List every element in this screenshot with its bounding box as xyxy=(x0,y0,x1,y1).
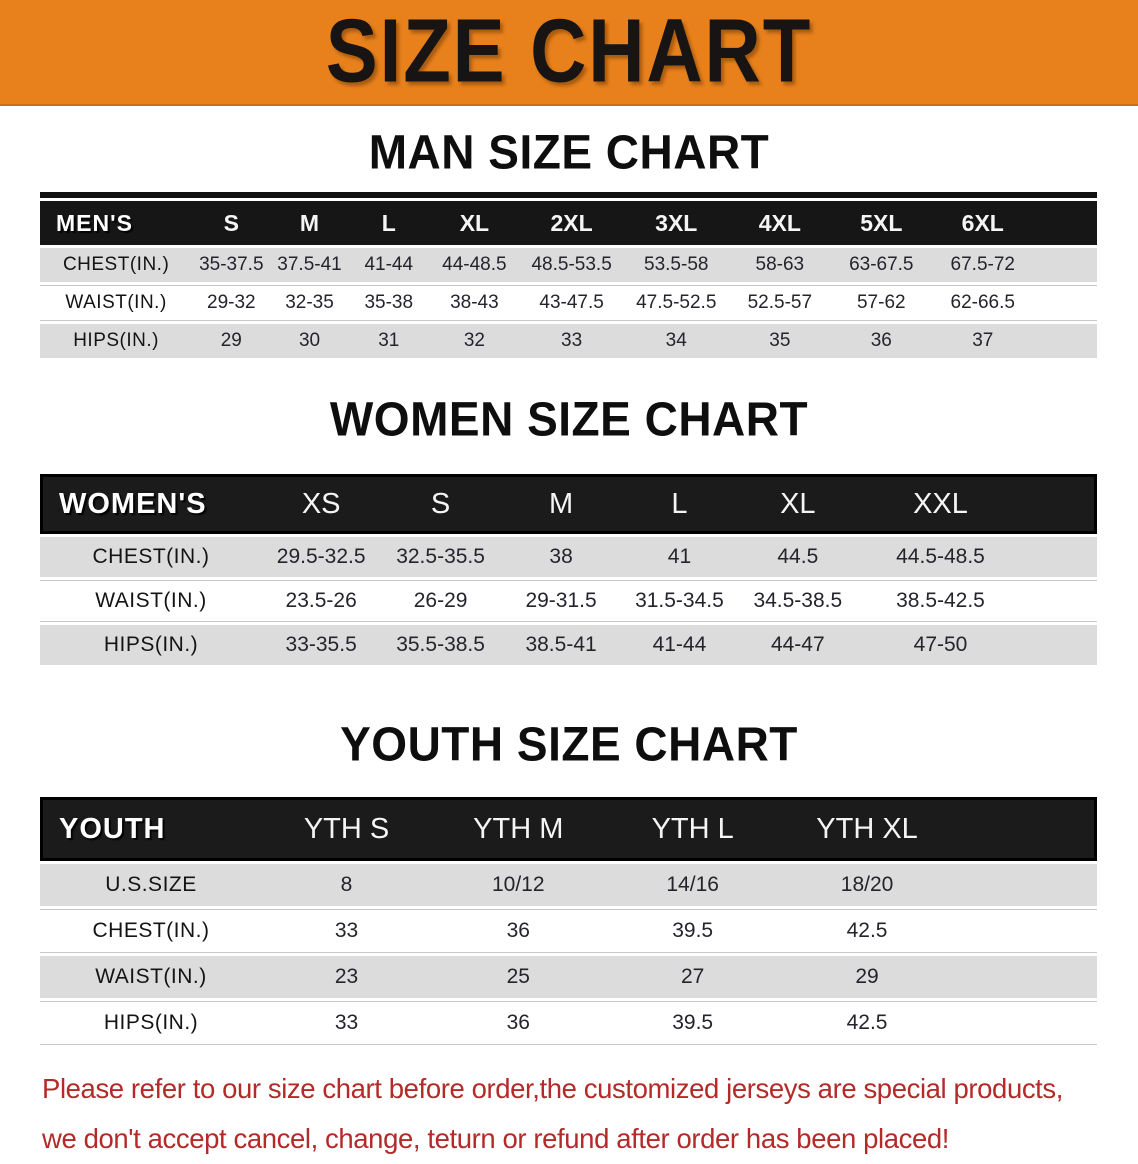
size-value-cell: 43-47.5 xyxy=(520,285,624,321)
row-label: WAIST(IN.) xyxy=(40,580,262,622)
size-value-cell: 10/12 xyxy=(491,873,545,896)
row-label: HIPS(IN.) xyxy=(73,330,159,351)
size-value-cell: 29.5-32.5 xyxy=(276,545,366,568)
size-value-cell: 41-44 xyxy=(364,254,414,275)
measurement-row xyxy=(40,956,1097,998)
size-column-header: YTH M xyxy=(431,797,605,861)
size-value-cell: 39.5 xyxy=(605,909,779,953)
size-value-cell: 35-37.5 xyxy=(199,254,264,275)
size-value-cell: 31.5-34.5 xyxy=(621,580,737,622)
size-value-cell: 63-67.5 xyxy=(849,254,914,275)
size-column-header: 6XL xyxy=(932,201,1033,245)
size-value-cell: 47.5-52.5 xyxy=(623,285,729,321)
row-spacer-cell xyxy=(1034,285,1098,321)
size-value-cell: 14/16 xyxy=(666,873,719,896)
size-column-header: M xyxy=(501,474,621,534)
row-spacer-cell xyxy=(954,956,1097,998)
measurement-row xyxy=(40,625,1097,665)
size-value-cell: 34 xyxy=(665,330,687,351)
size-header-row xyxy=(40,474,1097,534)
measurement-row xyxy=(40,580,1097,622)
row-label: CHEST(IN.) xyxy=(62,254,170,275)
row-spacer-cell xyxy=(1023,580,1097,622)
size-value-cell: 44.5-48.5 xyxy=(896,545,985,568)
size-value-cell: 62-66.5 xyxy=(932,285,1033,321)
men-size-section xyxy=(0,126,1138,361)
row-label: CHEST(IN.) xyxy=(40,909,262,953)
size-value-cell: 42.5 xyxy=(780,909,954,953)
size-value-cell: 29 xyxy=(855,965,879,988)
size-value-cell: 53.5-58 xyxy=(644,254,709,275)
size-value-cell: 37 xyxy=(972,330,994,351)
row-spacer-cell xyxy=(1023,537,1097,577)
header-spacer-cell xyxy=(1023,474,1097,534)
order-policy-note xyxy=(42,1064,1138,1164)
size-value-cell: 29-32 xyxy=(192,285,270,321)
size-value-cell: 57-62 xyxy=(831,285,932,321)
row-label: HIPS(IN.) xyxy=(103,633,199,656)
size-value-cell: 27 xyxy=(680,965,705,988)
row-spacer-cell xyxy=(954,864,1097,906)
table-title-cell: WOMEN'S xyxy=(40,474,262,534)
youth-section-heading: YOUTH SIZE CHART xyxy=(340,716,798,772)
size-value-cell: 34.5-38.5 xyxy=(738,580,858,622)
size-value-cell: 32 xyxy=(463,330,485,351)
size-value-cell: 48.5-53.5 xyxy=(531,254,612,275)
order-policy-line-2: we don't accept cancel, change, teturn or refund after order has been placed! xyxy=(42,1123,949,1154)
row-label: WAIST(IN.) xyxy=(95,965,207,988)
size-column-header: 4XL xyxy=(729,201,830,245)
size-value-cell: 36 xyxy=(431,909,605,953)
size-value-cell: 33 xyxy=(262,1001,431,1045)
men-section-heading: MAN SIZE CHART xyxy=(368,124,770,180)
row-label: WAIST(IN.) xyxy=(40,285,192,321)
size-column-header: L xyxy=(349,201,429,245)
size-value-cell: 38-43 xyxy=(429,285,520,321)
size-value-cell: 47-50 xyxy=(913,633,968,656)
size-column-header: S xyxy=(380,474,500,534)
measurement-row xyxy=(40,1001,1097,1045)
page-title: SIZE CHART xyxy=(325,1,813,102)
size-value-cell: 23 xyxy=(334,965,359,988)
size-value-cell: 35.5-38.5 xyxy=(396,633,485,656)
size-value-cell: 44-47 xyxy=(770,633,825,656)
measurement-row xyxy=(40,248,1097,282)
size-value-cell: 58-63 xyxy=(755,254,805,275)
size-value-cell: 33-35.5 xyxy=(285,633,357,656)
table-title-cell: MEN'S xyxy=(40,201,192,245)
size-column-header: YTH S xyxy=(262,797,431,861)
size-value-cell: 44-48.5 xyxy=(442,254,507,275)
size-value-cell: 35 xyxy=(769,330,791,351)
measurement-row xyxy=(40,537,1097,577)
size-column-header: XS xyxy=(262,474,380,534)
row-label: HIPS(IN.) xyxy=(40,1001,262,1045)
header-spacer-cell xyxy=(1034,201,1098,245)
size-column-header: YTH L xyxy=(605,797,779,861)
table-title-cell: YOUTH xyxy=(40,797,262,861)
size-value-cell: 18/20 xyxy=(840,873,894,896)
size-value-cell: 36 xyxy=(870,330,892,351)
row-spacer-cell xyxy=(1023,625,1097,665)
size-value-cell: 33 xyxy=(561,330,583,351)
size-column-header: L xyxy=(621,474,737,534)
size-value-cell: 33 xyxy=(262,909,431,953)
size-value-cell: 44.5 xyxy=(777,545,819,568)
size-value-cell: 36 xyxy=(431,1001,605,1045)
youth-size-table xyxy=(40,794,1097,1048)
order-policy-line-1: Please refer to our size chart before order,the customized jerseys are special products, xyxy=(42,1073,1064,1104)
size-chart-banner xyxy=(0,0,1138,106)
size-value-cell: 38.5-42.5 xyxy=(858,580,1023,622)
row-spacer-cell xyxy=(954,1001,1097,1045)
size-value-cell: 29 xyxy=(220,330,242,351)
size-value-cell: 25 xyxy=(506,965,530,988)
size-header-row xyxy=(40,797,1097,861)
size-value-cell: 8 xyxy=(340,873,353,896)
row-spacer-cell xyxy=(954,909,1097,953)
measurement-row xyxy=(40,909,1097,953)
size-value-cell: 67.5-72 xyxy=(950,254,1015,275)
size-value-cell: 32.5-35.5 xyxy=(396,545,485,568)
women-size-table xyxy=(40,471,1097,668)
size-header-row xyxy=(40,201,1097,245)
men-size-table xyxy=(40,192,1097,361)
row-label: U.S.SIZE xyxy=(105,873,197,896)
women-section-heading: WOMEN SIZE CHART xyxy=(329,391,809,447)
women-size-section xyxy=(0,393,1138,668)
row-spacer-cell xyxy=(1034,248,1098,282)
measurement-row xyxy=(40,324,1097,358)
size-value-cell: 26-29 xyxy=(380,580,500,622)
size-value-cell: 38 xyxy=(549,545,573,568)
size-column-header: S xyxy=(192,201,270,245)
size-column-header: XL xyxy=(738,474,858,534)
size-value-cell: 38.5-41 xyxy=(525,633,597,656)
measurement-row xyxy=(40,864,1097,906)
size-value-cell: 35-38 xyxy=(349,285,429,321)
size-value-cell: 37.5-41 xyxy=(277,254,342,275)
header-spacer-cell xyxy=(954,797,1097,861)
size-value-cell: 39.5 xyxy=(605,1001,779,1045)
size-column-header: XXL xyxy=(858,474,1023,534)
size-value-cell: 52.5-57 xyxy=(729,285,830,321)
size-value-cell: 30 xyxy=(298,330,321,351)
row-spacer-cell xyxy=(1034,324,1098,358)
measurement-row xyxy=(40,285,1097,321)
size-column-header: 2XL xyxy=(520,201,624,245)
size-column-header: 3XL xyxy=(623,201,729,245)
size-value-cell: 32-35 xyxy=(270,285,348,321)
youth-size-section xyxy=(0,718,1138,1048)
row-label: CHEST(IN.) xyxy=(92,545,210,568)
size-value-cell: 41 xyxy=(667,545,692,568)
size-value-cell: 41-44 xyxy=(652,633,707,656)
size-column-header: M xyxy=(270,201,348,245)
size-value-cell: 31 xyxy=(378,330,400,351)
size-column-header: YTH XL xyxy=(780,797,954,861)
size-column-header: 5XL xyxy=(831,201,932,245)
size-value-cell: 23.5-26 xyxy=(262,580,380,622)
size-value-cell: 29-31.5 xyxy=(501,580,621,622)
size-column-header: XL xyxy=(429,201,520,245)
size-value-cell: 42.5 xyxy=(780,1001,954,1045)
